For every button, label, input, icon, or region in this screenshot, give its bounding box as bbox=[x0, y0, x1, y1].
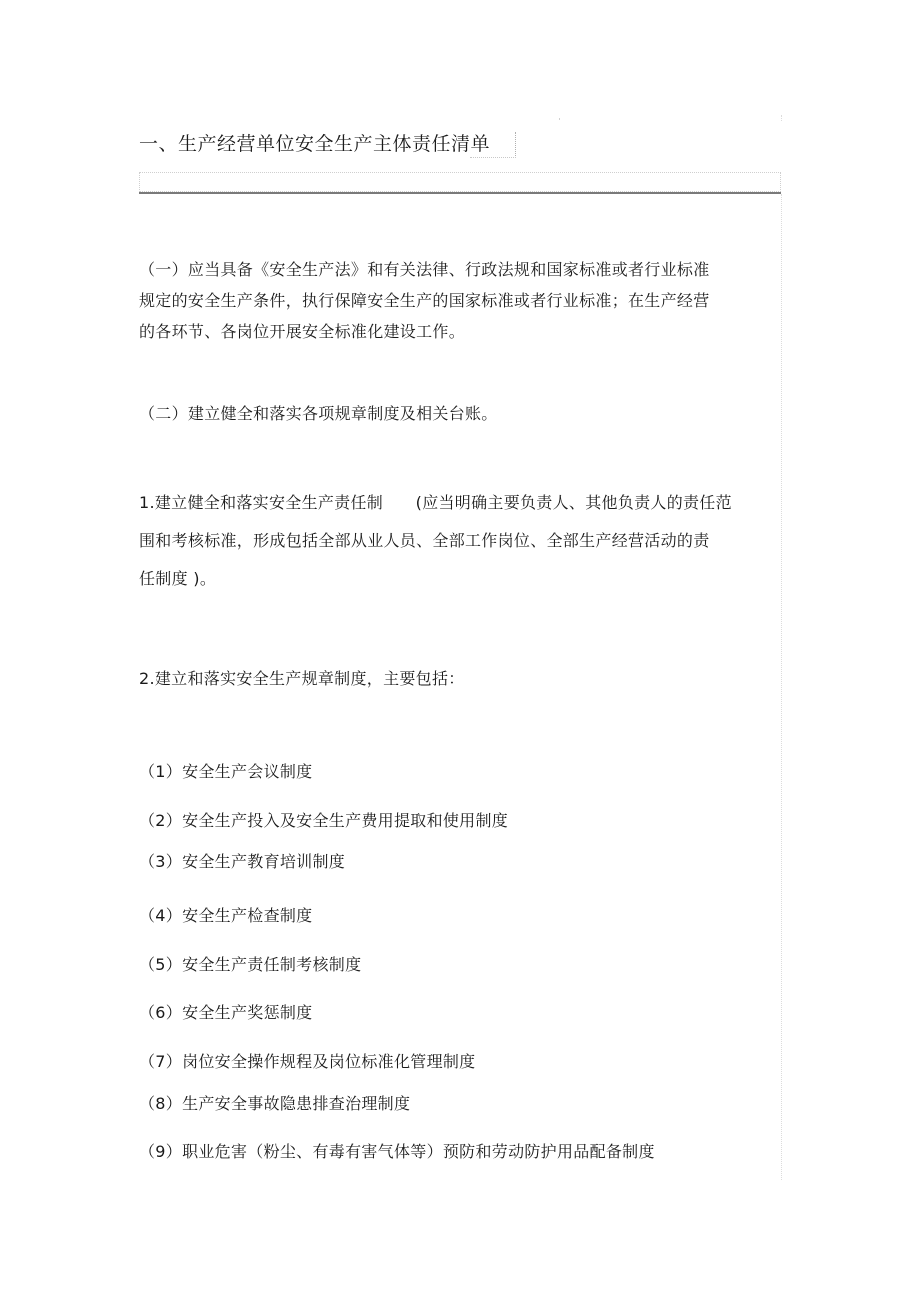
paragraph-line: 的各环节、各岗位开展安全标准化建设工作。 bbox=[139, 322, 466, 341]
paragraph-line: 2.建立和落实安全生产规章制度，主要包括： bbox=[139, 669, 465, 688]
list-item: （4）安全生产检查制度 bbox=[139, 906, 313, 925]
list-item: （7）岗位安全操作规程及岗位标准化管理制度 bbox=[139, 1052, 476, 1071]
paragraph-line: 围和考核标准，形成包括全部从业人员、全部工作岗位、全部生产经营活动的责 bbox=[139, 531, 710, 550]
paragraph-line: 规定的安全生产条件，执行保障安全生产的国家标准或者行业标准；在生产经营 bbox=[139, 291, 710, 310]
list-item: （6）安全生产奖惩制度 bbox=[139, 1003, 313, 1022]
paragraph-line: 1.建立健全和落实安全生产责任制 (应当明确主要负责人、其他负责人的责任范 bbox=[139, 493, 732, 512]
list-item: （9）职业危害（粉尘、有毒有害气体等）预防和劳动防护用品配备制度 bbox=[139, 1142, 655, 1161]
point-1-paragraph bbox=[139, 484, 779, 598]
title-frame-edge bbox=[515, 132, 517, 158]
paragraph-line: （一）应当具备《安全生产法》和有关法律、行政法规和国家标准或者行业标准 bbox=[139, 260, 710, 279]
point-2-heading bbox=[139, 663, 779, 694]
list-item: （8）生产安全事故隐患排查治理制度 bbox=[139, 1094, 411, 1113]
paragraph-line: （二）建立健全和落实各项规章制度及相关台账。 bbox=[139, 404, 498, 423]
page-title: 一、生产经营单位安全生产主体责任清单 bbox=[139, 133, 491, 155]
list-item: （5）安全生产责任制考核制度 bbox=[139, 955, 362, 974]
margin-mark bbox=[559, 118, 560, 120]
section-1-paragraph bbox=[139, 254, 779, 347]
list-item: （1）安全生产会议制度 bbox=[139, 762, 313, 781]
title-frame-edge bbox=[470, 157, 516, 158]
list-item: （3）安全生产教育培训制度 bbox=[139, 852, 346, 871]
header-divider bbox=[139, 192, 781, 194]
list-item: （2）安全生产投入及安全生产费用提取和使用制度 bbox=[139, 811, 509, 830]
paragraph-line: 任制度 )。 bbox=[139, 569, 217, 588]
right-margin-line bbox=[781, 194, 782, 1180]
section-2-heading bbox=[139, 398, 779, 429]
header-frame bbox=[139, 172, 781, 192]
margin-mark bbox=[781, 115, 782, 121]
